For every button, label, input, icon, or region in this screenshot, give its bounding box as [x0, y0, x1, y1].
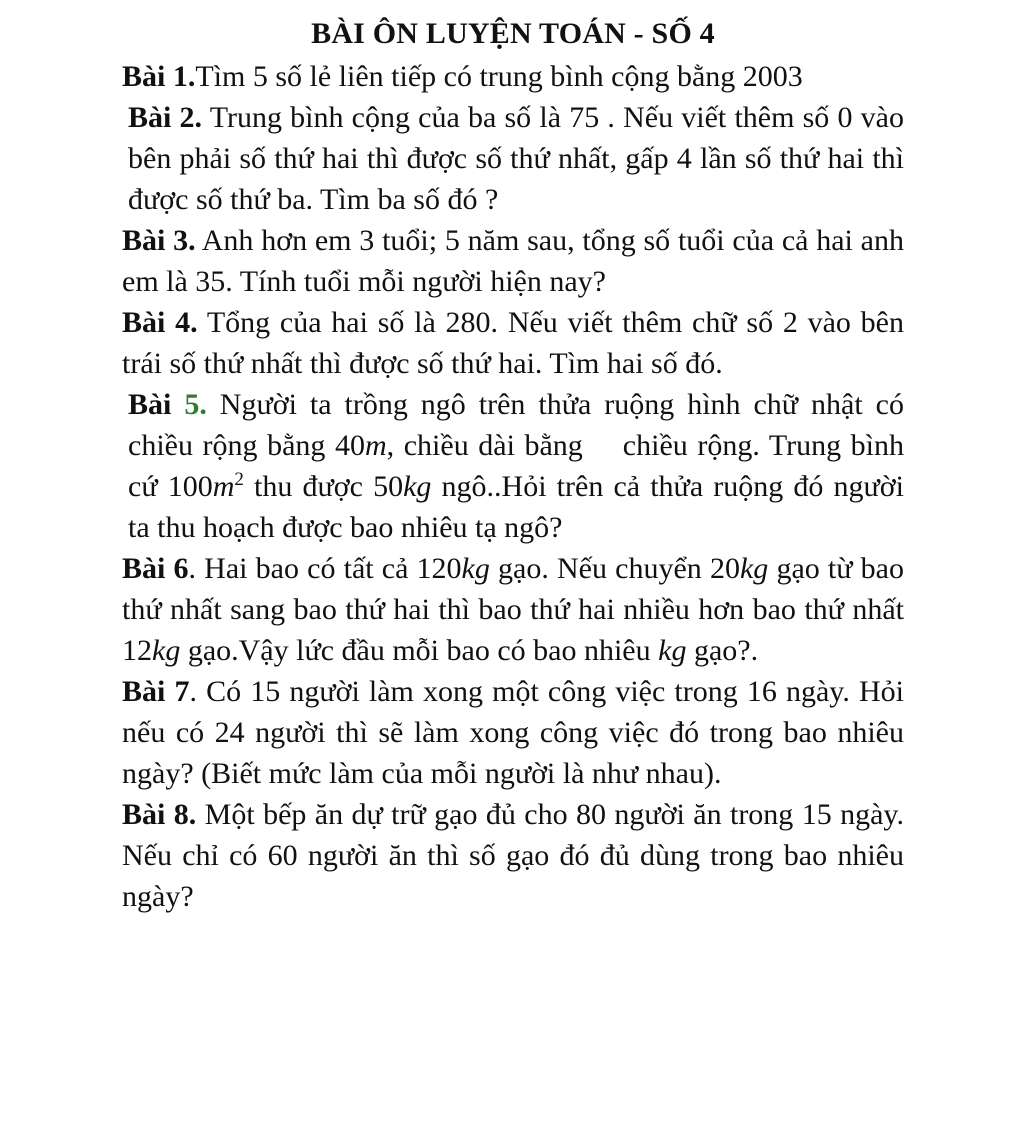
exercise-4-text: Tổng của hai số là 280. Nếu viết thêm chữ số 2 vào bên trái số thứ nhất thì được số thứ hai. Tìm hai số đó.: [122, 306, 904, 380]
exercise-8: [122, 794, 904, 917]
exercise-6-text-part4: gạo.Vậy lức đầu mỗi bao có bao nhiêu: [180, 634, 659, 667]
exercise-1-text: Tìm 5 số lẻ liên tiếp có trung bình cộng bằng 2003: [195, 60, 803, 93]
exercise-3-text: Anh hơn em 3 tuổi; 5 năm sau, tổng số tuổi của cả hai anh em là 35. Tính tuổi mỗi người hiện nay?: [122, 224, 904, 298]
exercise-5-text-part1: Người ta trồng ngô trên thửa ruộng hình chữ nhật có chiều rộng bằng 40: [128, 388, 904, 462]
exercise-4-label: Bài 4.: [122, 306, 198, 339]
exercise-5-text-part5: ngô..Hỏi trên cả thửa ruộng đó người ta thu hoạch được bao nhiêu tạ ngô?: [128, 470, 904, 544]
exercise-7: [122, 671, 904, 794]
exercise-5-text-part2: , chiều dài bằng: [386, 429, 583, 462]
exercise-2-label: Bài 2.: [128, 101, 203, 134]
exercise-5-unit-m: m: [364, 429, 387, 462]
exercise-6-text-part2: gạo. Nếu chuyển 20: [489, 552, 740, 585]
exercise-4: [122, 302, 904, 384]
exercise-5-label-word: Bài: [128, 388, 185, 421]
exercise-6: [122, 548, 904, 671]
exercise-8-label: Bài 8.: [122, 798, 197, 831]
exercise-2-text: Trung bình cộng của ba số là 75 . Nếu viết thêm số 0 vào bên phải số thứ hai thì được số thứ nhất, gấp 4 lần số thứ hai thì được số thứ ba. Tìm ba số đó ?: [128, 101, 904, 216]
exercise-6-unit-2: kg: [739, 552, 769, 585]
exercise-6-unit-1: kg: [461, 552, 490, 585]
exercise-7-label: Bài 7: [122, 675, 190, 708]
exercise-6-text-part1: . Hai bao có tất cả 120: [188, 552, 462, 585]
exercise-1: [122, 56, 904, 97]
exercise-3: [122, 220, 904, 302]
exercise-2: [122, 97, 904, 220]
page-title: BÀI ÔN LUYỆN TOÁN - SỐ 4: [311, 17, 715, 50]
exercise-1-label: Bài 1.: [122, 60, 196, 93]
exercise-5-text-part3: chiều rộng. Trung bình cứ 100: [128, 429, 905, 503]
exercise-7-text: . Có 15 người làm xong một công việc trong 16 ngày. Hỏi nếu có 24 người thì sẽ làm xong công việc đó trong bao nhiêu ngày? (Biết mức làm của mỗi người là như nhau).: [122, 675, 904, 790]
exercise-5-text-part4: thu được 50: [243, 470, 404, 503]
exercise-6-unit-4: kg: [658, 634, 687, 667]
exercise-5-unit-kg: kg: [403, 470, 432, 503]
exercise-3-label: Bài 3.: [122, 224, 196, 257]
exercise-6-label: Bài 6: [122, 552, 189, 585]
exercise-6-text-part5: gạo?.: [686, 634, 759, 667]
exercise-5-label-number: 5.: [184, 388, 207, 421]
exercise-5: [122, 384, 904, 548]
exercise-5-exponent: 2: [234, 469, 244, 490]
exercise-6-text-part3: gạo từ bao thứ nhất sang bao thứ hai thì bao thứ hai nhiều hơn bao thứ nhất 12: [122, 552, 904, 667]
exercise-6-unit-3: kg: [152, 634, 181, 667]
exercise-8-text: Một bếp ăn dự trữ gạo đủ cho 80 người ăn trong 15 ngày. Nếu chỉ có 60 người ăn thì số gạo đó đủ dùng trong bao nhiêu ngày?: [122, 798, 904, 913]
exercise-5-unit-m2: m: [212, 470, 235, 503]
